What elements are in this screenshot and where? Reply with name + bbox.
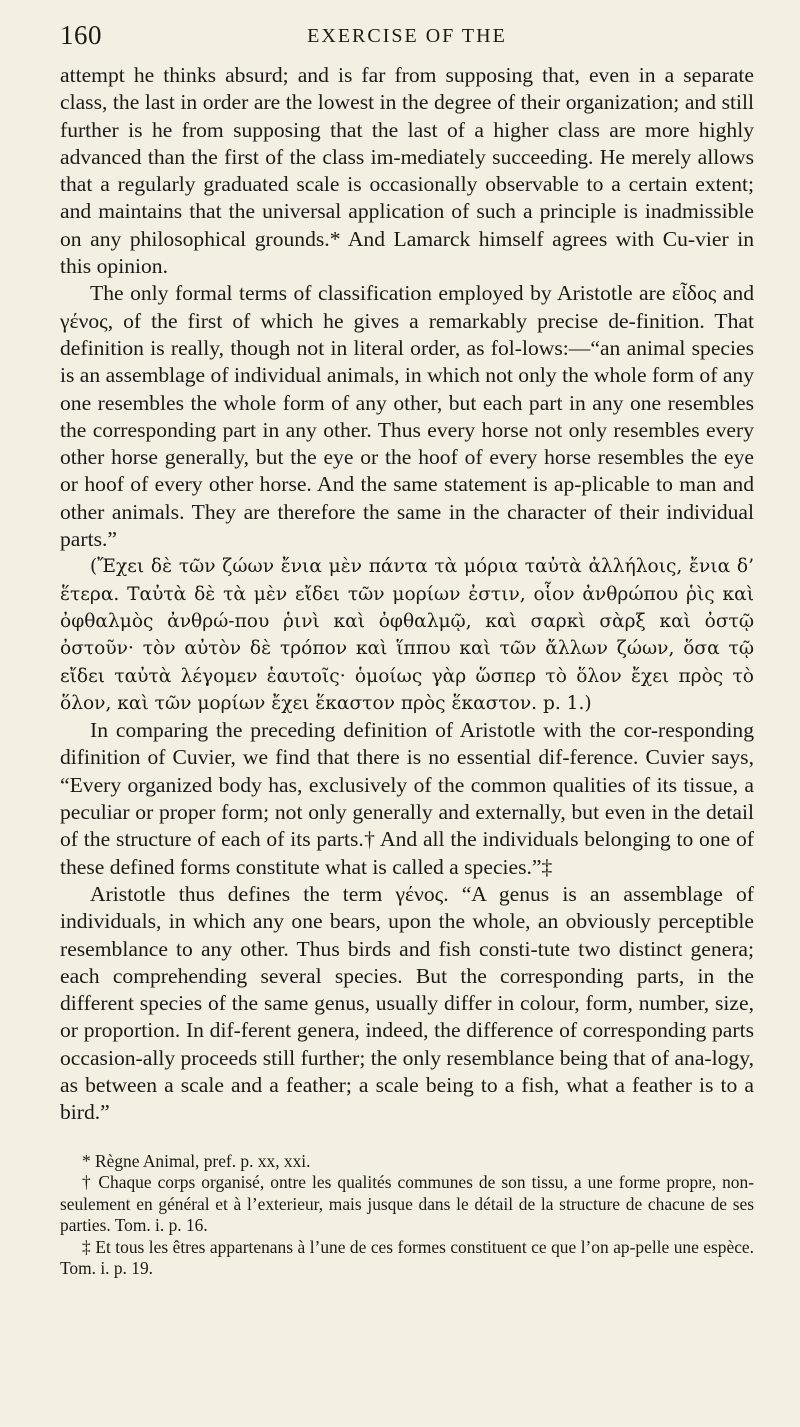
footnote-regne-animal: * Règne Animal, pref. p. xx, xxi. [82,1150,311,1171]
page-header [60,18,754,58]
footnote-forme-propre: † Chaque corps organisé, ontre les qualités communes de son tissu, a une forme propre, non-seulement en général et à l’exterieur, mais jusque dans le détail de la structure de chacune de ses parties. Tom. i. p. 16. [60,1172,754,1236]
running-title: EXERCISE OF THE [307,25,507,47]
footnotes [60,1151,754,1280]
paragraph-cuvier-comparison: In comparing the preceding definition of Aristotle with the cor-responding difinition of Cuvier, we find that there is no essential dif-ference. Cuvier says, “Every organized body has, exclusively of the common qualities of its tissue, a peculiar or proper form; not only generally and externally, but even in the detail of the structure of each of its parts.† And all the individuals belonging to one of these defined forms constitute what is called a species.”‡ [60,718,754,879]
paragraph-continuation: attempt he thinks absurd; and is far from supposing that, even in a separate class, the last in order are the lowest in the degree of their organization; and still further is he from supposing that the last of a higher class are more highly advanced than the first of the class im-mediately succeeding. He merely allows that a regularly graduated scale is occasionally observable to a certain extent; and maintains that the universal application of such a principle is inadmissible on any philosophical grounds.* And Lamarck himself agrees with Cu-vier in this opinion. [60,63,754,279]
footnote-espece: ‡ Et tous les êtres appartenans à l’une de ces formes constituent ce que l’on ap-pelle une espèce. Tom. i. p. 19. [60,1236,754,1279]
paragraph-aristotle-genus: Aristotle thus defines the term γένος. “A genus is an assemblage of individuals, in which any one bears, upon the whole, an obviously perceptible resemblance to any other. Thus birds and fish consti-tute two distinct genera; each comprehending several species. But the corresponding parts, in the different species of the same genus, usually differ in colour, form, number, size, or proportion. In dif-ferent genera, indeed, the difference of corresponding parts occasion-ally proceeds still further; the only resemblance being that of ana-logy, as between a scale and a feather; a scale being to a fish, what a feather is to a bird.” [60,881,754,1125]
body-text [60,62,754,1127]
page-number: 160 [60,20,102,50]
paragraph-aristotle-species: The only formal terms of classification employed by Aristotle are εἶδος and γένος, of the first of which he gives a remarkably precise de-finition. That definition is really, though not in literal order, as fol-lows:—“an animal species is an assemblage of individual animals, in which not only the whole form of any one resembles the whole form of any other, but each part in any one resembles the corresponding part in any other. Thus every horse not only resembles every other horse generally, but the eye or the hoof of every horse resembles the eye or hoof of every other horse. And the same statement is ap-plicable to man and other animals. They are therefore the same in the character of their individual parts.” [60,281,754,552]
greek-quotation: (Ἔχει δὲ τῶν ζώων ἔνια μὲν πάντα τὰ μόρια ταὐτὰ ἀλλήλοις, ἔνια δ’ ἕτερα. Ταὐτὰ δὲ τὰ μὲν εἴδει τῶν μορίων ἐστιν, οἷον ἀνθρώπου ῥὶς καὶ ὀφθαλμὸς ἀνθρώ-που ῥινὶ καὶ ὀφθαλμῷ, καὶ σαρκὶ σὰρξ καὶ ὀστῷ ὀστοῦν· τὸν αὐτὸν δὲ τρόπον καὶ ἵππου καὶ τῶν ἄλλων ζώων, ὅσα τῷ εἴδει ταὐτὰ λέγομεν ἑαυτοῖς· ὁμοίως γὰρ ὥσπερ τὸ ὅλον ἔχει πρὸς τὸ ὅλον, καὶ τῶν μορίων ἔχει ἕκαστον πρὸς ἕκαστον. p. 1.) [60,556,754,714]
